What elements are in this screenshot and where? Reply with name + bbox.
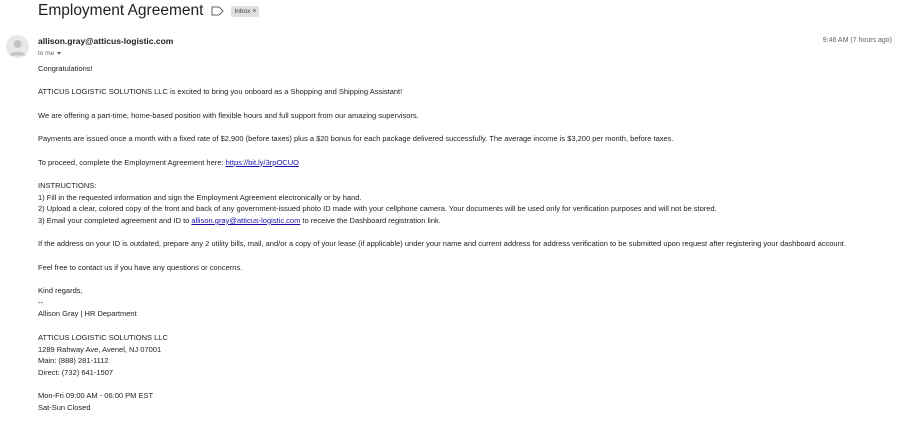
company-name: ATTICUS LOGISTIC SOLUTIONS LLC bbox=[38, 332, 168, 342]
remove-label-icon[interactable]: × bbox=[252, 7, 257, 15]
sender-block bbox=[38, 36, 173, 58]
sender-email[interactable]: allison.gray@atticus-logistic.com bbox=[38, 36, 174, 46]
default-avatar-icon[interactable] bbox=[6, 35, 29, 58]
step3-suffix: to receive the Dashboard registration link. bbox=[300, 215, 441, 225]
greeting: Congratulations! bbox=[38, 64, 93, 73]
chevron-down-icon[interactable] bbox=[57, 52, 61, 55]
step3-prefix: 3) Email your completed agreement and ID to bbox=[38, 215, 192, 225]
paragraph-contact: Feel free to contact us if you have any questions or concerns. bbox=[38, 262, 243, 272]
hours-weekday: Mon-Fri 09:00 AM - 06:00 PM EST bbox=[38, 391, 154, 401]
instruction-step-3 bbox=[38, 215, 893, 227]
signature-separator: -- bbox=[38, 297, 43, 307]
instructions-header: INSTRUCTIONS: bbox=[38, 180, 97, 190]
paragraph-proceed bbox=[38, 157, 893, 169]
paragraph-position: We are offering a part-time, home-based position with flexible hours and full support from our amazing supervisors. bbox=[38, 110, 419, 120]
inbox-label-chip[interactable] bbox=[231, 6, 259, 17]
label-outline-icon[interactable] bbox=[211, 6, 224, 16]
recipient-details[interactable] bbox=[38, 49, 173, 58]
closing: Kind regards, bbox=[38, 286, 83, 296]
signature-name: Allison Gray | HR Department bbox=[38, 309, 137, 319]
main-phone: Main: (888) 281-1112 bbox=[38, 356, 109, 366]
direct-phone: Direct: (732) 641-1507 bbox=[38, 367, 114, 377]
paragraph-address: If the address on your ID is outdated, prepare any 2 utility bills, mail, and/or a copy of your lease (if applicable) under your name and current address for address verification to be submitted upon request after registering your dashboard account. bbox=[38, 239, 846, 249]
instruction-step-2: 2) Upload a clear, colored copy of the front and back of any government-issued photo ID made with your cellphone camera. Your documents will be used only for verification purposes and will not be stored. bbox=[38, 204, 717, 214]
email-timestamp: 9:46 AM (7 hours ago) bbox=[822, 37, 892, 44]
subject-row bbox=[38, 0, 259, 22]
email-link[interactable]: allison.gray@atticus-logistic.com bbox=[191, 215, 301, 225]
agreement-link[interactable]: https://bit.ly/3rpOCUO bbox=[225, 157, 299, 167]
proceed-text: To proceed, complete the Employment Agreement here: bbox=[38, 157, 226, 167]
email-body bbox=[38, 63, 893, 414]
email-subject: Employment Agreement bbox=[38, 2, 204, 19]
recipient-label: to me bbox=[38, 50, 55, 57]
hours-weekend: Sat-Sun Closed bbox=[38, 402, 91, 412]
paragraph-payment: Payments are issued once a month with a fixed rate of $2,900 (before taxes) plus a $20 bonus for each package delivered successfully. The average income is $3,200 per month, before taxes. bbox=[38, 134, 674, 144]
instruction-step-1: 1) Fill in the requested information and sign the Employment Agreement electronically or by hand. bbox=[38, 192, 362, 202]
inbox-label-text: Inbox bbox=[234, 7, 251, 15]
company-address: 1289 Rahway Ave, Avenel, NJ 07001 bbox=[38, 344, 162, 354]
paragraph-intro: ATTICUS LOGISTIC SOLUTIONS LLC is excited to bring you onboard as a Shopping and Shipping Assistant! bbox=[38, 87, 403, 97]
